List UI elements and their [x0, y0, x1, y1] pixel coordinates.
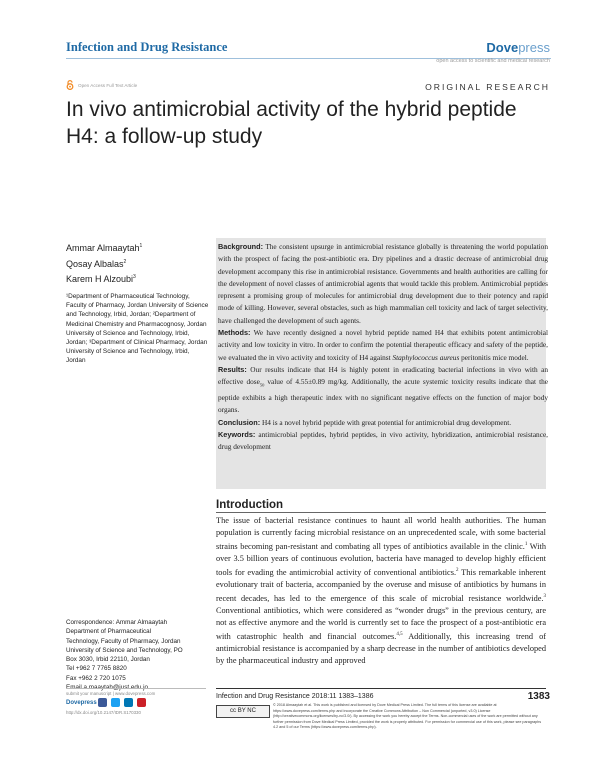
conclusion-text: H4 is a novel hybrid peptide with great potential for antimicrobial drug development.	[262, 417, 512, 427]
results-text-end: value of 4.55±0.89 mg/kg. Additionally, the acute systemic toxicity results indicate that the peptide exhibits a high therapeutic index with no significant negative effects on the function of major body organs.	[218, 377, 548, 415]
correspondence-line: Technology, Faculty of Pharmacy, Jordan	[66, 637, 181, 645]
youtube-icon[interactable]	[137, 698, 146, 707]
creative-commons-badge[interactable]: cc BY NC	[216, 705, 270, 718]
abstract-keywords	[218, 429, 548, 454]
correspondence-label: Correspondence: Ammar Almaaytah	[66, 619, 168, 626]
conclusion-label: Conclusion:	[218, 417, 261, 427]
intro-sentence: Additionally, this increasing trend of antimicrobial resistance is accompanied by a sharp decrease in the number of antibiotics developed by the pharmaceutical industry and approved	[216, 631, 546, 665]
footer-rule-left	[66, 688, 206, 689]
footer-dovepress-logo[interactable]: Dovepress	[66, 700, 97, 706]
page-number: 1383	[527, 691, 550, 702]
author-sup: 3	[133, 274, 136, 280]
correspondence-block	[66, 618, 206, 692]
abstract-methods	[218, 327, 548, 364]
journal-citation: Infection and Drug Resistance 2018:11 1383–1386	[216, 693, 374, 700]
keywords-text: antimicrobial peptides, hybrid peptides, in vivo activity, hybridization, antimicrobial resistance, drug development	[218, 429, 549, 452]
citation-sup: 1	[524, 542, 528, 548]
author-sup: 2	[123, 258, 127, 265]
twitter-icon[interactable]	[111, 698, 120, 707]
correspondence-line: University of Science and Technology, PO	[66, 646, 183, 654]
author-name: Ammar Almaaytah	[66, 243, 140, 253]
intro-sentence: The issue of bacterial resistance continues to haunt all world health authorities. The human population is currently facing microbial resistance on an unprecedented scale, with some bacterial strains becoming pan-resistant and combating all types of antibiotics available in the clinic.	[216, 516, 546, 551]
publisher-logo-main: Dove	[486, 40, 519, 55]
author	[66, 256, 206, 272]
author-sup: 1	[139, 243, 143, 249]
linkedin-icon[interactable]	[124, 698, 133, 707]
results-subscript: 50	[259, 382, 265, 388]
intro-sentence: Conventional antibiotics, which were considered as “wonder drugs” in the previous century, are not as effective anymore and the world is currently set to face the prospect of a post-antibiotic era with catastrophic health and financial outcomes.	[216, 605, 546, 641]
correspondence-line: Box 3030, Irbid 22110, Jordan	[66, 656, 150, 664]
abstract-results	[218, 364, 548, 417]
author-list	[66, 240, 206, 287]
methods-species: Staphylococcus aureus	[392, 352, 460, 362]
article-title: In vivo antimicrobial activity of the hybrid peptide H4: a follow-up study	[66, 98, 517, 148]
citation-sup: 4,5	[396, 631, 403, 637]
results-text: Our results indicate that H4 is highly potent in eradicating bacterial infections in vivo with an effective dose	[218, 364, 548, 387]
background-label: Background:	[218, 242, 263, 251]
background-text: The consistent upsurge in antimicrobial resistance globally is threatening the world population with the prospect of facing the post-antibiotic era. Dry pipelines and a drastic decrease of antimicrobial drug development accompany this rise in antimicrobial resistance. Governments and health authorities are calling for the development of novel classes of antimicrobial agents that would tackle this problem. Antimicrobial peptides represent a promising group of molecules for antimicrobial drug development due to their potency and rapid mode of killing. However, several obstacles, such as high mammalian cell toxicity and lack of target selectivity, have challenged the development of such agents.	[218, 242, 548, 325]
affiliations: ¹Department of Pharmaceutical Technology, Faculty of Pharmacy, Jordan University of Science and Technology, Irbid, Jordan; ²Department of Medicinal Chemistry and Pharmacognosy, Jordan University of Science and Technology, Irbid, Jordan; ³Department of Clinical Pharmacy, Jordan University of Science and Technology, Irbid, Jordan	[66, 293, 209, 365]
results-label: Results:	[218, 364, 247, 374]
abstract-background	[218, 241, 548, 327]
abstract-text	[218, 241, 548, 454]
footer-rule-right	[216, 688, 546, 689]
doi-link[interactable]: http://dx.doi.org/10.2147/IDR.S170330	[66, 710, 141, 715]
intro-sentence: With over 3.5 billion years of continuous evolution, bacteria have managed to develop highly efficient tools for evading the antimicrobial activity of conventional antibiotics.	[216, 541, 546, 577]
publisher-logo-suffix: press	[518, 40, 550, 55]
methods-text: We have recently designed a novel hybrid peptide named H4 that exhibits potent antimicrobial activity and low toxicity in vitro. In order to confirm the potential therapeutic efficacy and safety of the peptide, we evaluated the in vivo activity and toxicity of H4 against	[218, 328, 548, 362]
author-name: Qosay Albalas	[66, 258, 124, 269]
correspondence-line: Department of Pharmaceutical	[66, 628, 152, 636]
introduction-text	[216, 515, 546, 667]
journal-title: Infection and Drug Resistance	[66, 40, 228, 54]
author	[66, 240, 206, 256]
submit-manuscript-link[interactable]: submit your manuscript | www.dovepress.com	[66, 691, 156, 696]
license-text: © 2018 Almaaytah et al. This work is published and licensed by Dove Medical Press Limited. The full terms of this license are available at https://www.dovepress.com/terms.php and incorporate the Creative Commons Attribution – Non Commercial (unported, v3.0) License (http://creativecommons.org/licenses/by-nc/3.0/). By accessing the work you hereby accept the Terms. Non-commercial uses of the work are permitted without any further permission from Dove Medical Press Limited, provided the work is properly attributed. For permission for commercial use of this work, please see paragraphs 4.2 and 5 of our Terms (https://www.dovepress.com/terms.php).	[273, 703, 542, 730]
author-name: Karem H Alzoubi	[66, 274, 134, 284]
methods-text-end: peritonitis mice model.	[461, 352, 529, 362]
introduction-heading: Introduction	[216, 499, 284, 511]
publisher-logo[interactable]	[486, 40, 550, 55]
correspondence-line: Tel +962 7 7765 8820	[66, 665, 127, 673]
citation-sup: 3	[543, 593, 546, 599]
abstract-conclusion	[218, 417, 548, 429]
methods-label: Methods:	[218, 328, 251, 338]
keywords-label: Keywords:	[218, 429, 256, 439]
publisher-tagline: open access to scientific and medical research	[436, 58, 550, 64]
introduction-rule	[216, 512, 546, 513]
facebook-icon[interactable]	[98, 698, 107, 707]
intro-sentence: This remarkable inherent evolutionary trait of bacteria, accompanied by the overuse and misuse of antibiotics by humans in recent decades, has led to the emergence of this scale of microbial resistance worldwide.	[216, 567, 546, 603]
correspondence-line: Fax +962 2 720 1075	[66, 674, 126, 682]
open-access-line	[66, 80, 137, 90]
open-access-lock-icon	[66, 80, 74, 90]
citation-sup: 2	[456, 567, 459, 573]
author	[66, 271, 206, 287]
section-label: ORIGINAL RESEARCH	[425, 82, 550, 92]
open-access-label: Open Access Full Text Article	[78, 82, 138, 88]
social-icons	[98, 698, 146, 707]
